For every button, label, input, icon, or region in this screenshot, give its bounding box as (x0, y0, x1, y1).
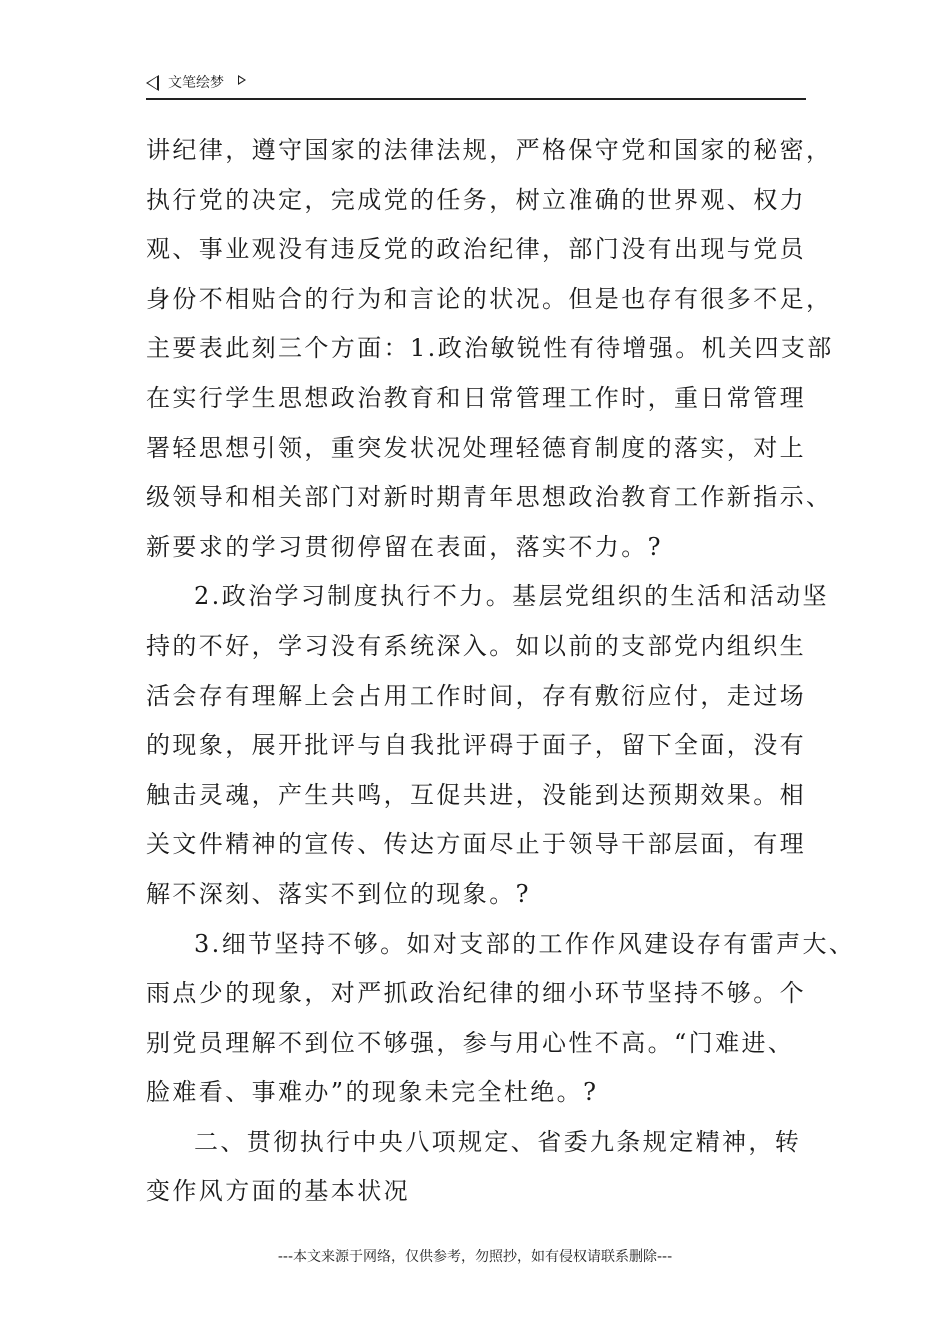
triangle-left-icon (146, 75, 159, 91)
text-line: 别党员理解不到位不够强，参与用心性不高。“门难进、 (146, 1028, 795, 1057)
text-line: 署轻思想引领，重突发状况处理轻德育制度的落实，对上 (146, 433, 806, 462)
text-line: 级领导和相关部门对新时期青年思想政治教育工作新指示、 (146, 483, 833, 512)
header-brand: 文笔绘梦 (168, 75, 224, 91)
triangle-right-icon (238, 75, 246, 85)
page-header (146, 72, 806, 100)
footer-notice: ---本文来源于网络，仅供参考，勿照抄，如有侵权请联系删除--- (277, 1249, 673, 1265)
text-line: 脸难看、事难办”的现象未完全杜绝。? (146, 1078, 599, 1107)
text-line: 3.细节坚持不够。如对支部的工作作风建设存有雷声大、 (194, 929, 856, 958)
text-line: 的现象，展开批评与自我批评碍于面子，留下全面，没有 (146, 731, 806, 760)
text-line: 2.政治学习制度执行不力。基层党组织的生活和活动坚 (194, 582, 829, 611)
text-line: 身份不相贴合的行为和言论的状况。但是也存有很多不足， (146, 284, 833, 313)
text-line: 雨点少的现象，对严抓政治纪律的细小环节坚持不够。个 (146, 979, 806, 1008)
text-line: 解不深刻、落实不到位的现象。? (146, 879, 531, 908)
text-line: 关文件精神的宣传、传达方面尽止于领导干部层面，有理 (146, 830, 806, 859)
text-line: 变作风方面的基本状况 (146, 1177, 410, 1206)
text-line: 活会存有理解上会占用工作时间，存有敷衍应付，走过场 (146, 681, 806, 710)
text-line: 主要表此刻三个方面：1.政治敏锐性有待增强。机关四支部 (146, 334, 834, 363)
text-line: 执行党的决定，完成党的任务，树立准确的世界观、权力 (146, 185, 806, 214)
text-line: 讲纪律，遵守国家的法律法规，严格保守党和国家的秘密， (146, 136, 833, 164)
text-line: 新要求的学习贯彻停留在表面，落实不力。? (146, 532, 663, 561)
text-line: 触击灵魂，产生共鸣，互促共进，没能到达预期效果。相 (146, 780, 806, 809)
text-line: 二、贯彻执行中央八项规定、省委九条规定精神，转 (194, 1127, 802, 1156)
text-line: 观、事业观没有违反党的政治纪律，部门没有出现与党员 (146, 235, 806, 264)
document-body (146, 130, 856, 1221)
text-line: 在实行学生思想政治教育和日常管理工作时，重日常管理 (146, 383, 806, 412)
text-line: 持的不好，学习没有系统深入。如以前的支部党内组织生 (146, 631, 806, 660)
